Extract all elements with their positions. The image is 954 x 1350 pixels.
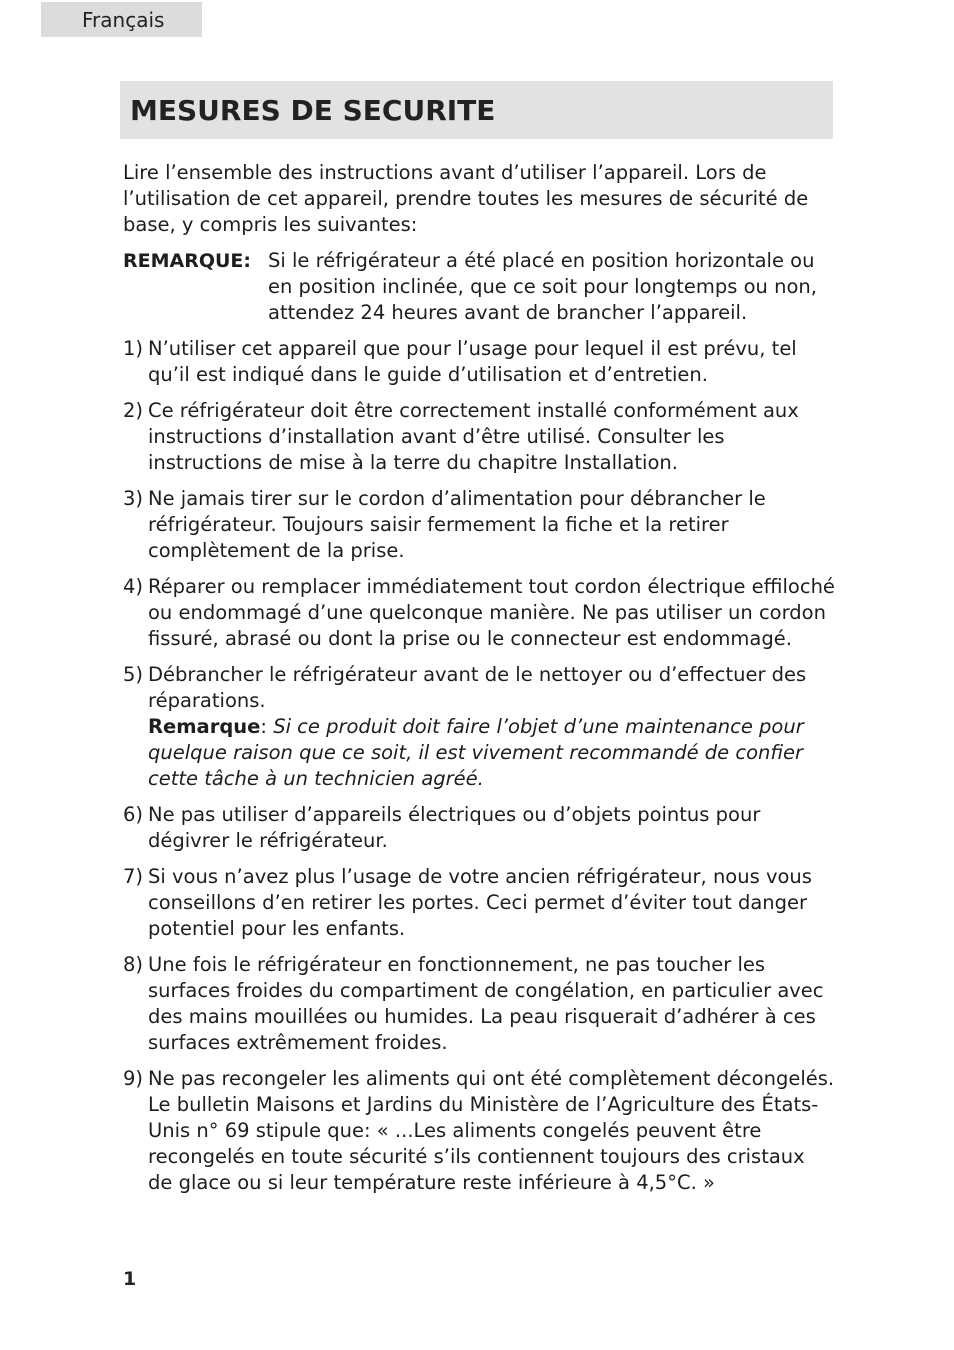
list-item [123, 662, 835, 792]
item-number: 6) [123, 803, 144, 826]
list-item [123, 574, 835, 652]
item-number: 3) [123, 487, 144, 510]
note-text: Si le réfrigérateur a été placé en position horizontale ou en position inclinée, que ce soit pour longtemps ou non, attendez 24 heures avant de brancher l’appareil. [268, 249, 817, 324]
language-tab: Français [41, 2, 202, 37]
item-text: Ne jamais tirer sur le cordon d’alimentation pour débrancher le réfrigérateur. Toujours saisir fermement la fiche et la retirer complètement de la prise. [148, 487, 766, 562]
item-number: 8) [123, 953, 144, 976]
item-number: 1) [123, 337, 144, 360]
item-subnote: Remarque: Si ce produit doit faire l’objet d’une maintenance pour quelque raison que ce soit, il est vivement recommandé de confier cette tâche à un technicien agréé. [148, 715, 804, 790]
item-number: 2) [123, 399, 144, 422]
item-number: 5) [123, 663, 144, 686]
safety-list [123, 336, 835, 1196]
page-number: 1 [123, 1268, 137, 1290]
item-number: 9) [123, 1067, 144, 1090]
list-item [123, 336, 835, 388]
item-text: Ce réfrigérateur doit être correctement installé conformément aux instructions d’installation avant d’être utilisé. Consulter les instructions de mise à la terre du chapitre Installation. [148, 399, 799, 474]
item-number: 7) [123, 865, 144, 888]
title-band [120, 81, 833, 139]
item-text: Réparer ou remplacer immédiatement tout cordon électrique effiloché ou endommagé d’une quelconque manière. Ne pas utiliser un cordon fissuré, abrasé ou dont la prise ou le connecteur est endommagé. [148, 575, 835, 650]
content [123, 160, 835, 1206]
list-item [123, 864, 835, 942]
list-item [123, 802, 835, 854]
item-text: Ne pas recongeler les aliments qui ont été complètement décongelés. Le bulletin Maisons et Jardins du Ministère de l’Agriculture des États-Unis n° 69 stipule que: « ...Les aliments congelés peuvent être recongelés en toute sécurité s’ils contiennent toujours des cristaux de glace ou si leur température reste inférieure à 4,5°C. » [148, 1067, 835, 1194]
subnote-text: Si ce produit doit faire l’objet d’une maintenance pour quelque raison que ce soit, il est vivement recommandé de confier cette tâche à un technicien agréé. [148, 715, 804, 790]
list-item [123, 486, 835, 564]
page-title: MESURES DE SECURITE [130, 94, 496, 127]
item-text: Si vous n’avez plus l’usage de votre ancien réfrigérateur, nous vous conseillons d’en retirer les portes. Ceci permet d’éviter tout danger potentiel pour les enfants. [148, 865, 812, 940]
item-text: Débrancher le réfrigérateur avant de le nettoyer ou d’effectuer des réparations. [148, 663, 807, 712]
note-label: REMARQUE: [123, 250, 252, 272]
item-text: N’utiliser cet appareil que pour l’usage pour lequel il est prévu, tel qu’il est indiqué dans le guide d’utilisation et d’entretien. [148, 337, 797, 386]
subnote-label: Remarque [148, 715, 261, 738]
list-item [123, 952, 835, 1056]
note-block [123, 248, 835, 326]
list-item [123, 1066, 835, 1196]
item-number: 4) [123, 575, 144, 598]
intro-paragraph: Lire l’ensemble des instructions avant d’utiliser l’appareil. Lors de l’utilisation de cet appareil, prendre toutes les mesures de sécurité de base, y compris les suivantes: [123, 161, 809, 236]
list-item [123, 398, 835, 476]
item-text: Ne pas utiliser d’appareils électriques ou d’objets pointus pour dégivrer le réfrigérateur. [148, 803, 761, 852]
item-text: Une fois le réfrigérateur en fonctionnement, ne pas toucher les surfaces froides du compartiment de congélation, en particulier avec des mains mouillées ou humides. La peau risquerait d’adhérer à ces surfaces extrêmement froides. [148, 953, 824, 1054]
